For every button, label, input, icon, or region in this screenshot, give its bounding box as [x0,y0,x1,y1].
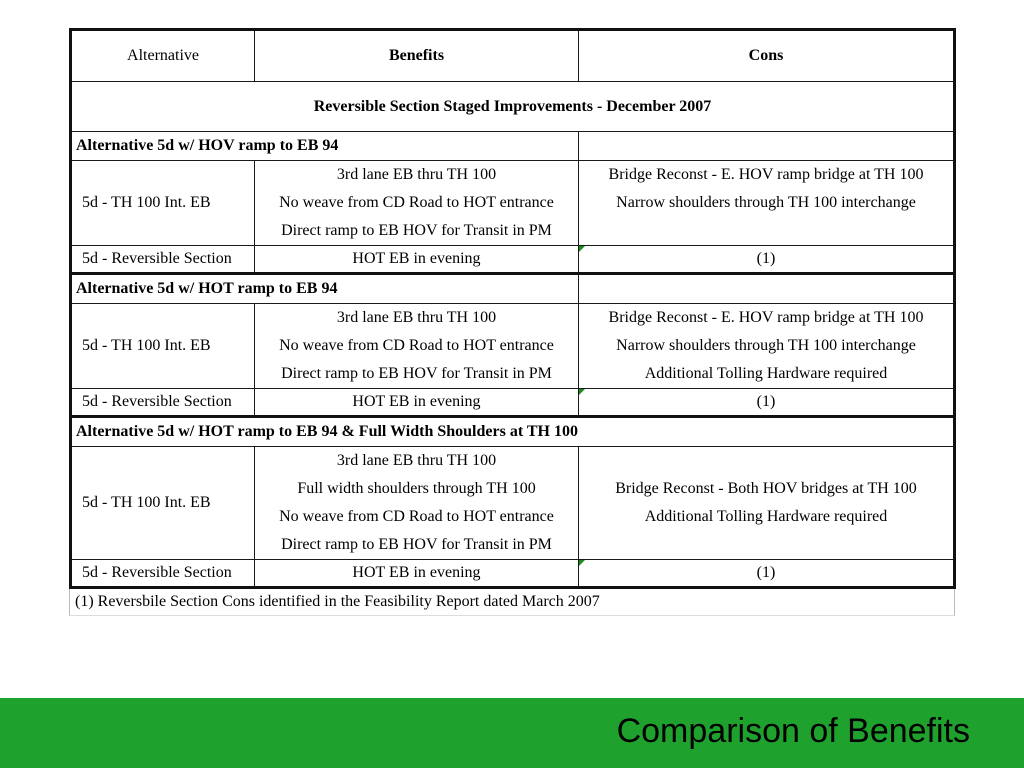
group-title: Alternative 5d w/ HOV ramp to EB 94 [71,132,579,161]
benefit-line: No weave from CD Road to HOT entrance [279,194,554,211]
group-title-empty-cell [579,132,955,161]
benefits-cell [255,447,579,560]
con-line: Bridge Reconst - E. HOV ramp bridge at TH 100 [608,309,924,326]
benefit-line: Direct ramp to EB HOV for Transit in PM [281,365,552,382]
benefits-cell: HOT EB in evening [255,560,579,588]
header-alternative: Alternative [71,30,255,82]
table-row [71,246,955,274]
benefits-cell: HOT EB in evening [255,389,579,417]
comparison-table [69,28,956,589]
con-line: Narrow shoulders through TH 100 interchange [616,337,916,354]
header-cons: Cons [579,30,955,82]
section-title: Reversible Section Staged Improvements - December 2007 [71,82,955,132]
section-title-row [71,82,955,132]
header-benefits: Benefits [255,30,579,82]
cons-cell: (1) [579,389,955,417]
group-title-row [71,132,955,161]
benefits-cell: HOT EB in evening [255,246,579,274]
benefit-line: No weave from CD Road to HOT entrance [279,337,554,354]
group-title-row [71,274,955,304]
benefit-line: 3rd lane EB thru TH 100 [336,309,497,326]
table-row [71,447,955,560]
slide-title: Comparison of Benefits [616,712,970,750]
table-row [71,161,955,246]
con-line: Bridge Reconst - Both HOV bridges at TH 100 [615,480,917,497]
cons-cell: (1) [579,560,955,588]
cons-cell: (1) [579,246,955,274]
benefits-cell [255,304,579,389]
benefit-line: Direct ramp to EB HOV for Transit in PM [281,222,552,239]
cons-cell [579,161,955,246]
cons-cell [579,304,955,389]
comparison-table-container [69,28,955,616]
con-line: Additional Tolling Hardware required [644,508,888,525]
header-row [71,30,955,82]
group-title: Alternative 5d w/ HOT ramp to EB 94 [71,274,579,304]
con-line: Additional Tolling Hardware required [644,365,888,382]
benefit-line: 3rd lane EB thru TH 100 [336,166,497,183]
cons-cell [579,447,955,560]
alternative-cell: 5d - Reversible Section [71,560,255,588]
benefit-line: Direct ramp to EB HOV for Transit in PM [281,536,552,553]
alternative-cell: 5d - TH 100 Int. EB [71,447,255,560]
group-title-row [71,417,955,447]
table-row [71,304,955,389]
benefit-line: Full width shoulders through TH 100 [297,480,536,497]
table-row [71,389,955,417]
benefit-line: No weave from CD Road to HOT entrance [279,508,554,525]
alternative-cell: 5d - Reversible Section [71,389,255,417]
table-row [71,560,955,588]
group-title: Alternative 5d w/ HOT ramp to EB 94 & Full Width Shoulders at TH 100 [71,417,955,447]
alternative-cell: 5d - TH 100 Int. EB [71,161,255,246]
con-line: Narrow shoulders through TH 100 interchange [616,194,916,211]
alternative-cell: 5d - Reversible Section [71,246,255,274]
group-title-empty-cell [579,274,955,304]
table-footnote: (1) Reversbile Section Cons identified in the Feasibility Report dated March 2007 [69,589,955,616]
alternative-cell: 5d - TH 100 Int. EB [71,304,255,389]
con-line: Bridge Reconst - E. HOV ramp bridge at TH 100 [608,166,924,183]
footer-bar [0,698,1024,768]
benefits-cell [255,161,579,246]
benefit-line: 3rd lane EB thru TH 100 [336,452,497,469]
